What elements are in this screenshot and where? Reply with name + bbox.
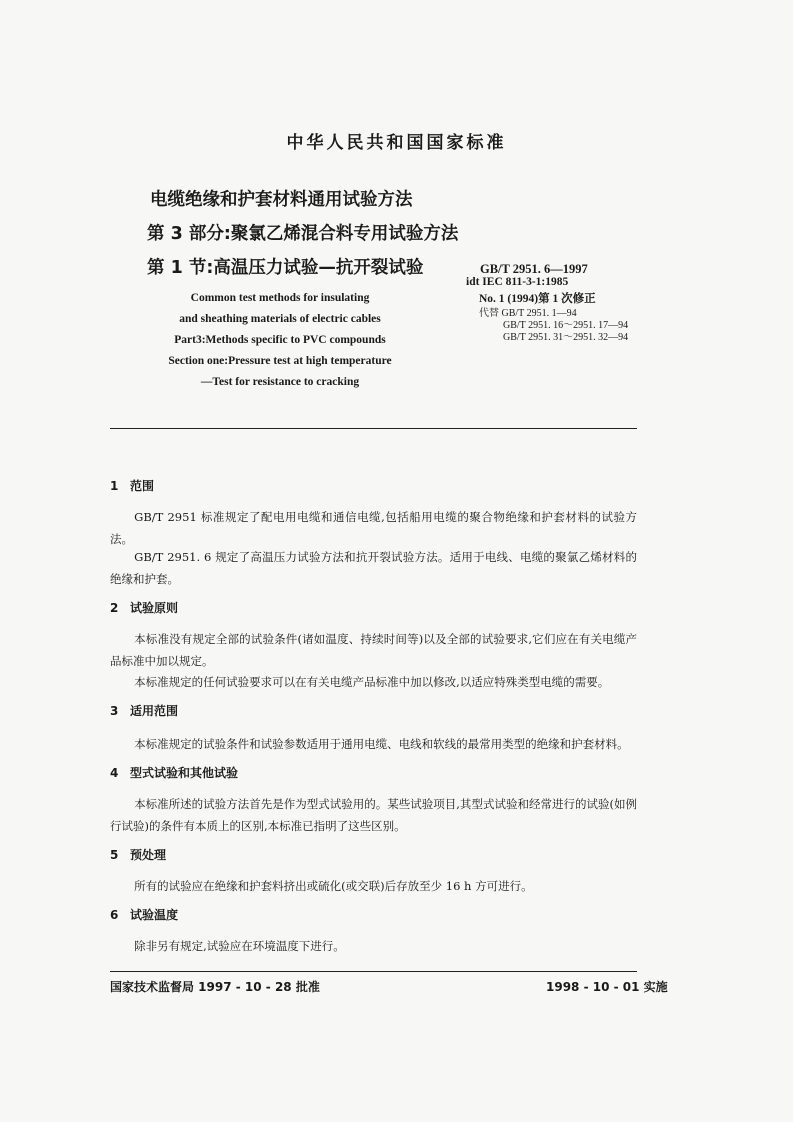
section-heading (110, 477, 154, 494)
footer-effective: 1998 - 10 - 01 实施 (546, 980, 668, 994)
section-title: 范围 (130, 479, 155, 493)
section-title: 预处理 (130, 848, 167, 862)
header-divider (110, 428, 637, 429)
section-title: 试验温度 (130, 908, 179, 922)
section-title: 适用范围 (130, 704, 179, 718)
section-heading (110, 906, 178, 923)
section-heading (110, 846, 166, 863)
title-en-line2: and sheathing materials of electric cables (179, 313, 381, 325)
title-en-line4: Section one:Pressure test at high temperature (168, 355, 392, 367)
section-title: 型式试验和其他试验 (130, 766, 239, 780)
footer-divider (110, 971, 637, 972)
title-cn-line1: 电缆绝缘和护套材料通用试验方法 (150, 190, 413, 210)
section-title: 试验原则 (130, 601, 179, 615)
section-number: 4 (110, 766, 119, 780)
standard-amendment: No. 1 (1994)第 1 次修正 (479, 293, 596, 305)
section-number: 3 (110, 704, 119, 718)
footer-approved: 国家技术监督局 1997 - 10 - 28 批准 (110, 980, 320, 994)
title-en-line1: Common test methods for insulating (190, 292, 370, 304)
section-heading (110, 702, 178, 719)
section-heading (110, 599, 178, 616)
section-number: 2 (110, 601, 119, 615)
paragraph: 本标准所述的试验方法首先是作为型式试验用的。某些试验项目,其型式试验和经常进行的试验(如例行试验)的条件有本质上的区别,本标准已指明了这些区别。 (110, 797, 637, 833)
title-en-line5: —Test for resistance to cracking (200, 376, 360, 388)
paragraph: GB/T 2951. 6 规定了高温压力试验方法和抗开裂试验方法。适用于电线、电缆的聚氯乙烯材料的绝缘和护套。 (110, 550, 637, 586)
standard-idt: idt IEC 811-3-1:1985 (466, 276, 569, 288)
section-number: 5 (110, 848, 119, 862)
paragraph: GB/T 2951 标准规定了配电用电缆和通信电缆,包括船用电缆的聚合物绝缘和护套材料的试验方法。 (110, 510, 637, 546)
standard-replaces-3: GB/T 2951. 31～2951. 32—94 (503, 332, 629, 343)
standard-number: GB/T 2951. 6—1997 (480, 262, 588, 276)
paragraph: 本标准规定的试验条件和试验参数适用于通用电缆、电线和软线的最常用类型的绝缘和护套材料。 (134, 737, 629, 751)
paragraph: 本标准没有规定全部的试验条件(诸如温度、持续时间等)以及全部的试验要求,它们应在有关电缆产品标准中加以规定。 (110, 632, 637, 668)
paragraph: 所有的试验应在绝缘和护套料挤出或硫化(或交联)后存放至少 16 h 方可进行。 (134, 879, 533, 893)
paragraph: 本标准规定的任何试验要求可以在有关电缆产品标准中加以修改,以适应特殊类型电缆的需要。 (134, 675, 610, 689)
national-standard-heading: 中华人民共和国国家标准 (286, 133, 507, 153)
title-cn-line2: 第 3 部分:聚氯乙烯混合料专用试验方法 (147, 224, 459, 244)
title-cn-line3: 第 1 节:高温压力试验—抗开裂试验 (147, 258, 424, 278)
section-number: 6 (110, 908, 119, 922)
title-en-line3: Part3:Methods specific to PVC compounds (174, 334, 386, 346)
paragraph: 除非另有规定,试验应在环境温度下进行。 (134, 939, 345, 953)
standard-replaces-2: GB/T 2951. 16～2951. 17—94 (503, 320, 629, 331)
standard-replaces-1: 代替 GB/T 2951. 1—94 (479, 308, 577, 319)
section-number: 1 (110, 479, 119, 493)
section-heading (110, 764, 238, 781)
